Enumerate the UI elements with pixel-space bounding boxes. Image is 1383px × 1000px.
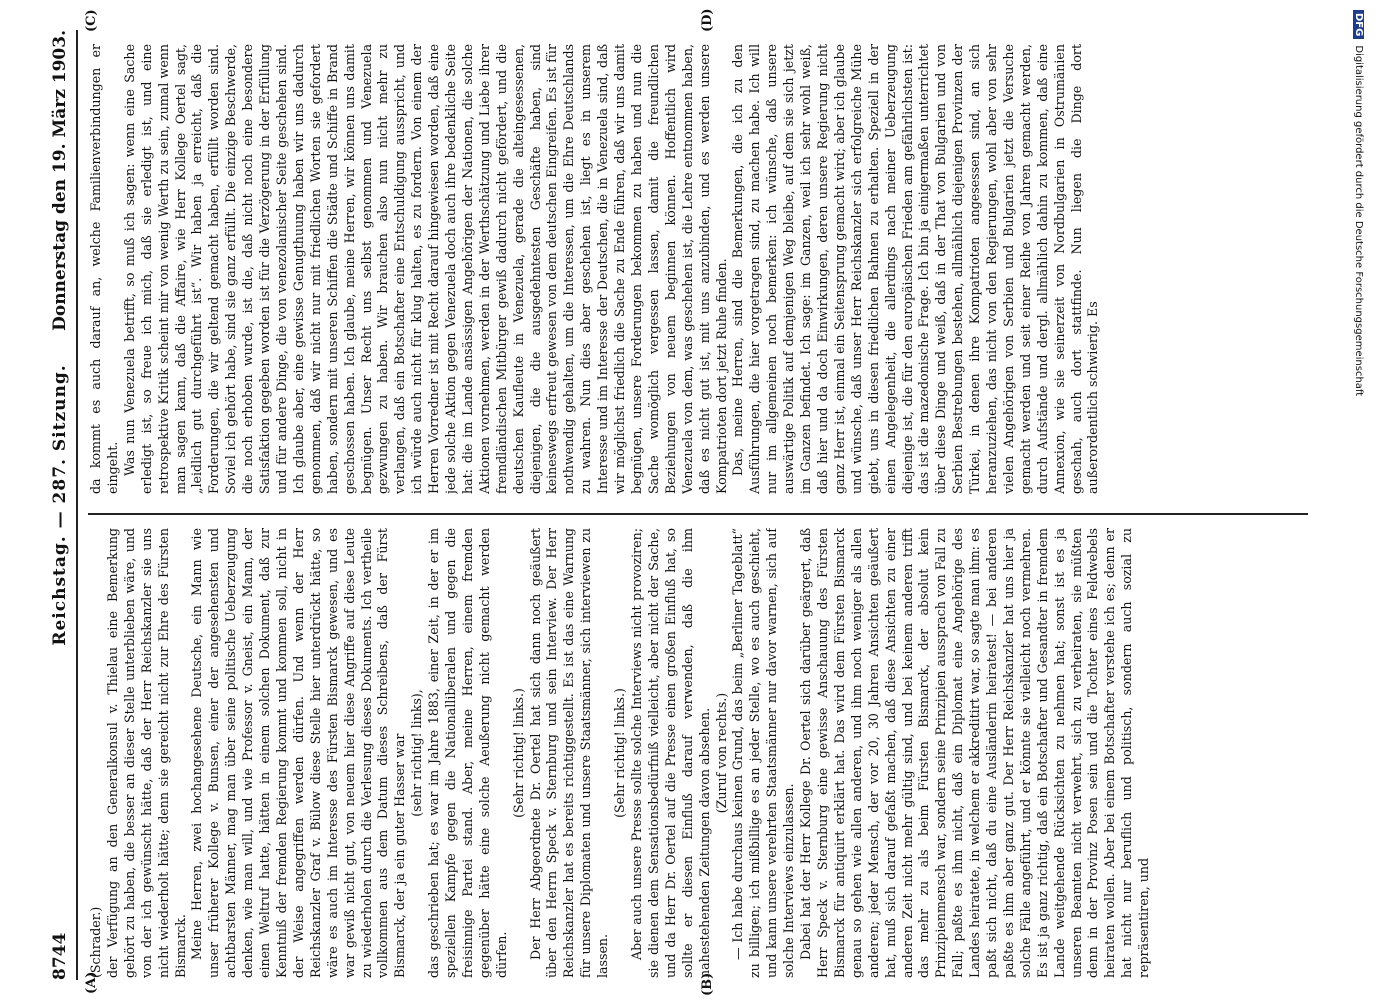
paragraph: da kommt es auch darauf an, welche Familienverbindungen er eingeht. xyxy=(88,44,120,494)
paragraph: Meine Herren, zwei hochangesehene Deutsche, ein Mann wie unser früherer Kollege v. Bunsen, einer der angesehensten und achtbarsten Männer, mag man über seine politische Ueberzeugung denken, wie man will, und wie Professor v. Gneist, ein Mann, der einen Weltruf hatte, hätten in einem solchen Dokument, daß zur Kenntniß der fremden Regierung kommt und kommen soll, nicht in der Weise angegriffen werden dürfen. Und wenn der Herr Reichskanzler Graf v. Bülow diese Stelle hier unterdrückt hätte, so wäre es auch im Interesse des Fürsten Bismarck gewesen, und es war gewiß nicht gut, von neuem hier diese Angriffe auf diese Leute zu wiederholen durch die Verlesung dieses Dokuments. Ich vertheile vollkommen aus dem Datum dieses Schreibens, daß der Fürst Bismarck, der ja ein guter Hasser war xyxy=(189,528,408,978)
margin-marker-d: (D) xyxy=(700,8,715,32)
margin-marker-a: (A) xyxy=(84,971,99,994)
interjection: (Sehr richtig! links.) xyxy=(510,688,526,818)
paragraph: Der Herr Abgeordnete Dr. Oertel hat sich dann noch geäußert über den Herrn Speck v. Sternburg und sein Interview. Der Herr Reichskanzler hat es bereits richtiggestellt. Es ist das eine Warnung für unsere Diplomaten und unsere Staatsmänner, sich interviewen zu lassen. xyxy=(527,528,611,978)
digitization-note xyxy=(1348,10,1364,990)
session-date: Donnerstag den 19. März 1903. xyxy=(50,30,70,331)
page-title: Reichstag. — 287. Sitzung. xyxy=(50,364,70,646)
paragraph: Das, meine Herren, sind die Bemerkungen, die ich zu den Ausführungen, die hier vorgetragen sind, zu machen habe. Ich will nur im allgemeinen noch bemerken: ich wünsche, daß unsere auswärtige Politik auf demjenigen Weg bleibe, auf dem sie sich jetzt im Ganzen befindet. Ich sage: im Ganzen, weil ich sehr wohl weiß, daß hier und da doch Einwirkungen, deren unsere Regierung nicht ganz Herr ist, einmal ein Seitensprung gemacht wird; aber ich glaube und wünsche, daß unser Herr Reichskanzler sich erfolgreiche Mühe giebt, uns in diesen friedlichen Bahnen zu erhalten. Speziell in der einen Angelegenheit, die allerdings nach meiner Ueberzeugung diejenige ist, die für den europäischen Frieden am gefährlichsten ist: das ist die mazedonische Frage. Ich bin ja einigermaßen unterrichtet über diese Dinge und weiß, daß in der That von Bulgarien und von Serbien Bestrebungen bestehen, allmählich diejenigen Provinzen der Türkei, in denen ihre Kompatrioten angesessen sind, an sich heranzuziehen, das nicht von den Regierungen, wohl aber von sehr vielen Angehörigen von Serbien und Bulgarien jetzt die Versuche gemacht werden und seit einer Reihe von Jahren gemacht werden, durch Aufstände und dergl. allmählich dahin zu kommen, daß eine Annexion, wie sie seinerzeit von Nordbulgarien in Ostrumänien geschah, auch dort stattfinde. Nun liegen die Dinge dort außerordentlich schwierig. Es xyxy=(730,44,1101,494)
paragraph: Was nun Venezuela betrifft, so muß ich sagen: wenn eine Sache erledigt ist, so freue ich mich, daß sie erledigt ist, und eine retrospektive Kritik scheint mir von wenig Werth zu sein, zumal wenn man sagen kann, daß die Affaire, wie Herr Kollege Oertel sagt, „leidlich gut durchgeführt ist“. Wir haben ja erreicht, daß die Forderungen, die wir geltend gemacht haben, erfüllt worden sind. Soviel ich gehört habe, sind sie ganz erfüllt. Die einzige Beschwerde, die noch erhoben wurde, ist die, daß nicht noch eine besondere Satisfaktion gegeben worden ist für die Verzögerung in der Erfüllung und für andere Dinge, die von venezolanischer Seite geschehen sind. Ich glaube aber, eine gewisse Genugthuung haben wir uns dadurch genommen, daß wir nicht nur mit friedlichen Worten sie gefordert haben, sondern mit unseren Schiffen die Städte und Schiffe in Brand geschossen haben. Ich glaube, meine Herren, wir können uns damit begnügen. Unser Recht uns selbst genommen und Venezuela gezwungen zu haben. Wir brauchen also nun nicht mehr zu verlangen, daß ein Botschafter eine Entschuldigung ausspricht, und ich würde auch nicht für klug halten, es zu fordern. Von einem der Herren Vorredner ist mit Recht darauf hingewiesen worden, daß eine jede solche Aktion gegen Venezuela doch auch ihre bedenkliche Seite hat: die im Lande ansässigen Angehörigen der Nationen, die solche Aktionen vornehmen, werden in der Werthschätzung und Liebe ihrer fremdländischen Mitbürger gewiß dadurch nicht gefördert, und die deutschen Kaufleute in Venezuela, gerade die alteingesessenen, diejenigen, die die ausgedehntesten Geschäfte haben, sind keineswegs erfreut gewesen von dem deutschen Eingreifen. Es ist für nothwendig gehalten, um die Interessen, um die Ehre Deutschlands zu wahren. Nun dies aber geschehen ist, liegt es in unserem Interesse und im Interesse der Deutschen, die in Venezuela sind, daß wir möglichst friedlich die Sache zu Ende führen, daß wir uns damit begnügen, unsere Forderungen bekommen zu haben und nun die Sache womöglich vergessen lassen, damit die freundlichen Beziehungen von neuem beginnen können. Hoffentlich wird Venezuela von dem, was geschehen ist, die Lehre entnommen haben, daß es nicht gut ist, mit uns anzubinden, und es werden unsere Kompatrioten dort jetzt Ruhe finden. xyxy=(121,44,729,494)
page-header xyxy=(46,30,78,980)
digitization-credit: Digitalisierung gefördert durch die Deutsche Forschungsgemeinschaft xyxy=(1353,45,1364,397)
paragraph: das geschrieben hat; es war im Jahre 1883, einer Zeit, in der er im speziellen Kampfe gegen die Nationalliberalen und gegen die freisinnige Partei stand. Aber, meine Herren, einem fremden gegenüber hätte eine solche Aeußerung nicht gemacht werden dürfen. xyxy=(426,528,509,978)
left-column xyxy=(88,528,1318,978)
interjection: (Sehr richtig! links.) xyxy=(612,688,628,818)
speaker-name: (Schrader.) xyxy=(88,906,103,978)
paragraph: — Ich habe durchaus keinen Grund, das beim „Berliner Tageblatt“ zu billigen; ich mißbillige es an jeder Stelle, wo es auch geschieht, und kann unsere verehrten Staatsmänner nur davor warnen, sich auf solche Interviews einzulassen. xyxy=(730,528,797,978)
column-divider xyxy=(88,513,1308,515)
document-page xyxy=(40,10,1330,1000)
paragraph: Dabei hat der Herr Kollege Dr. Oertel sich darüber geärgert, daß Herr Speck v. Sternburg eine gewisse Anschauung des Fürsten Bismarck für antiquirt erklärt hat. Das wird dem Fürsten Bismarck genau so gehen wie allen anderen, und ihm noch weniger als allen anderen; jeder Mensch, der vor 20, 30 Jahren Ansichten geäußert hat, muß sich darauf gefaßt machen, daß diese Ansichten zu einer anderen Zeit nicht mehr gültig sind, und bei keinem anderen trifft das mehr zu als beim Fürsten Bismarck, der absolut kein Prinzipienmensch war, sondern seine Prinzipien aussprach von Fall zu Fall; paßte es ihm nicht, daß ein Diplomat eine Angehörige des Landes heiratete, in welchem er akkreditirt war, so sagte man ihm: es paßt sich nicht, daß du eine Ausländerin heiratest! — bei anderen paßte es ihm aber ganz gut. Der Herr Reichskanzler hat uns hier ja solche Fälle angeführt, und er könnte sie vielleicht noch vermehren. Es ist ja ganz richtig, daß ein Botschafter und Gesandter in fremdem Lande weitgehende Rücksichten zu nehmen hat; sonst ist es ja unseren Beamten nicht verwehrt, sich zu verheiraten, sie müßten denn in der Provinz Posen sein und die Tochter eines Feldwebels heiraten wollen. Aber bei einem Botschafter verstehe ich es; denn er hat nicht nur beruflich und politisch, sondern auch sozial zu repräsentiren, und xyxy=(798,528,1152,978)
margin-marker-c: (C) xyxy=(84,9,99,32)
right-column xyxy=(88,44,1318,494)
paragraph: Aber auch unsere Presse sollte solche Interviews nicht provoziren; sie dienen dem Sensationsbedürfniß vielleicht, aber nicht der Sache, und da Herr Dr. Oertel auf die Presse einen großen Einfluß hat, so sollte er diesen Einfluß darauf verwenden, daß die ihm nahestehenden Zeitungen davon absehen. xyxy=(629,528,712,978)
interjection: (sehr richtig! links), xyxy=(409,689,425,817)
dfg-logo: DFG xyxy=(1353,10,1364,39)
interjection: (Zuruf von rechts.) xyxy=(713,692,729,814)
margin-marker-b: (B) xyxy=(700,972,715,996)
paragraph: der Verfügung an den Generalkonsul v. Thielau eine Bemerkung gehört zu haben, die besser an dieser Stelle unterblieben wäre, und von der ich gewünscht hätte, daß der Herr Reichskanzler sie uns nicht wiederholt hätte; denn sie gereicht nicht zur Ehre des Fürsten Bismarck. xyxy=(104,528,188,978)
page-number: 8744 xyxy=(50,932,70,980)
